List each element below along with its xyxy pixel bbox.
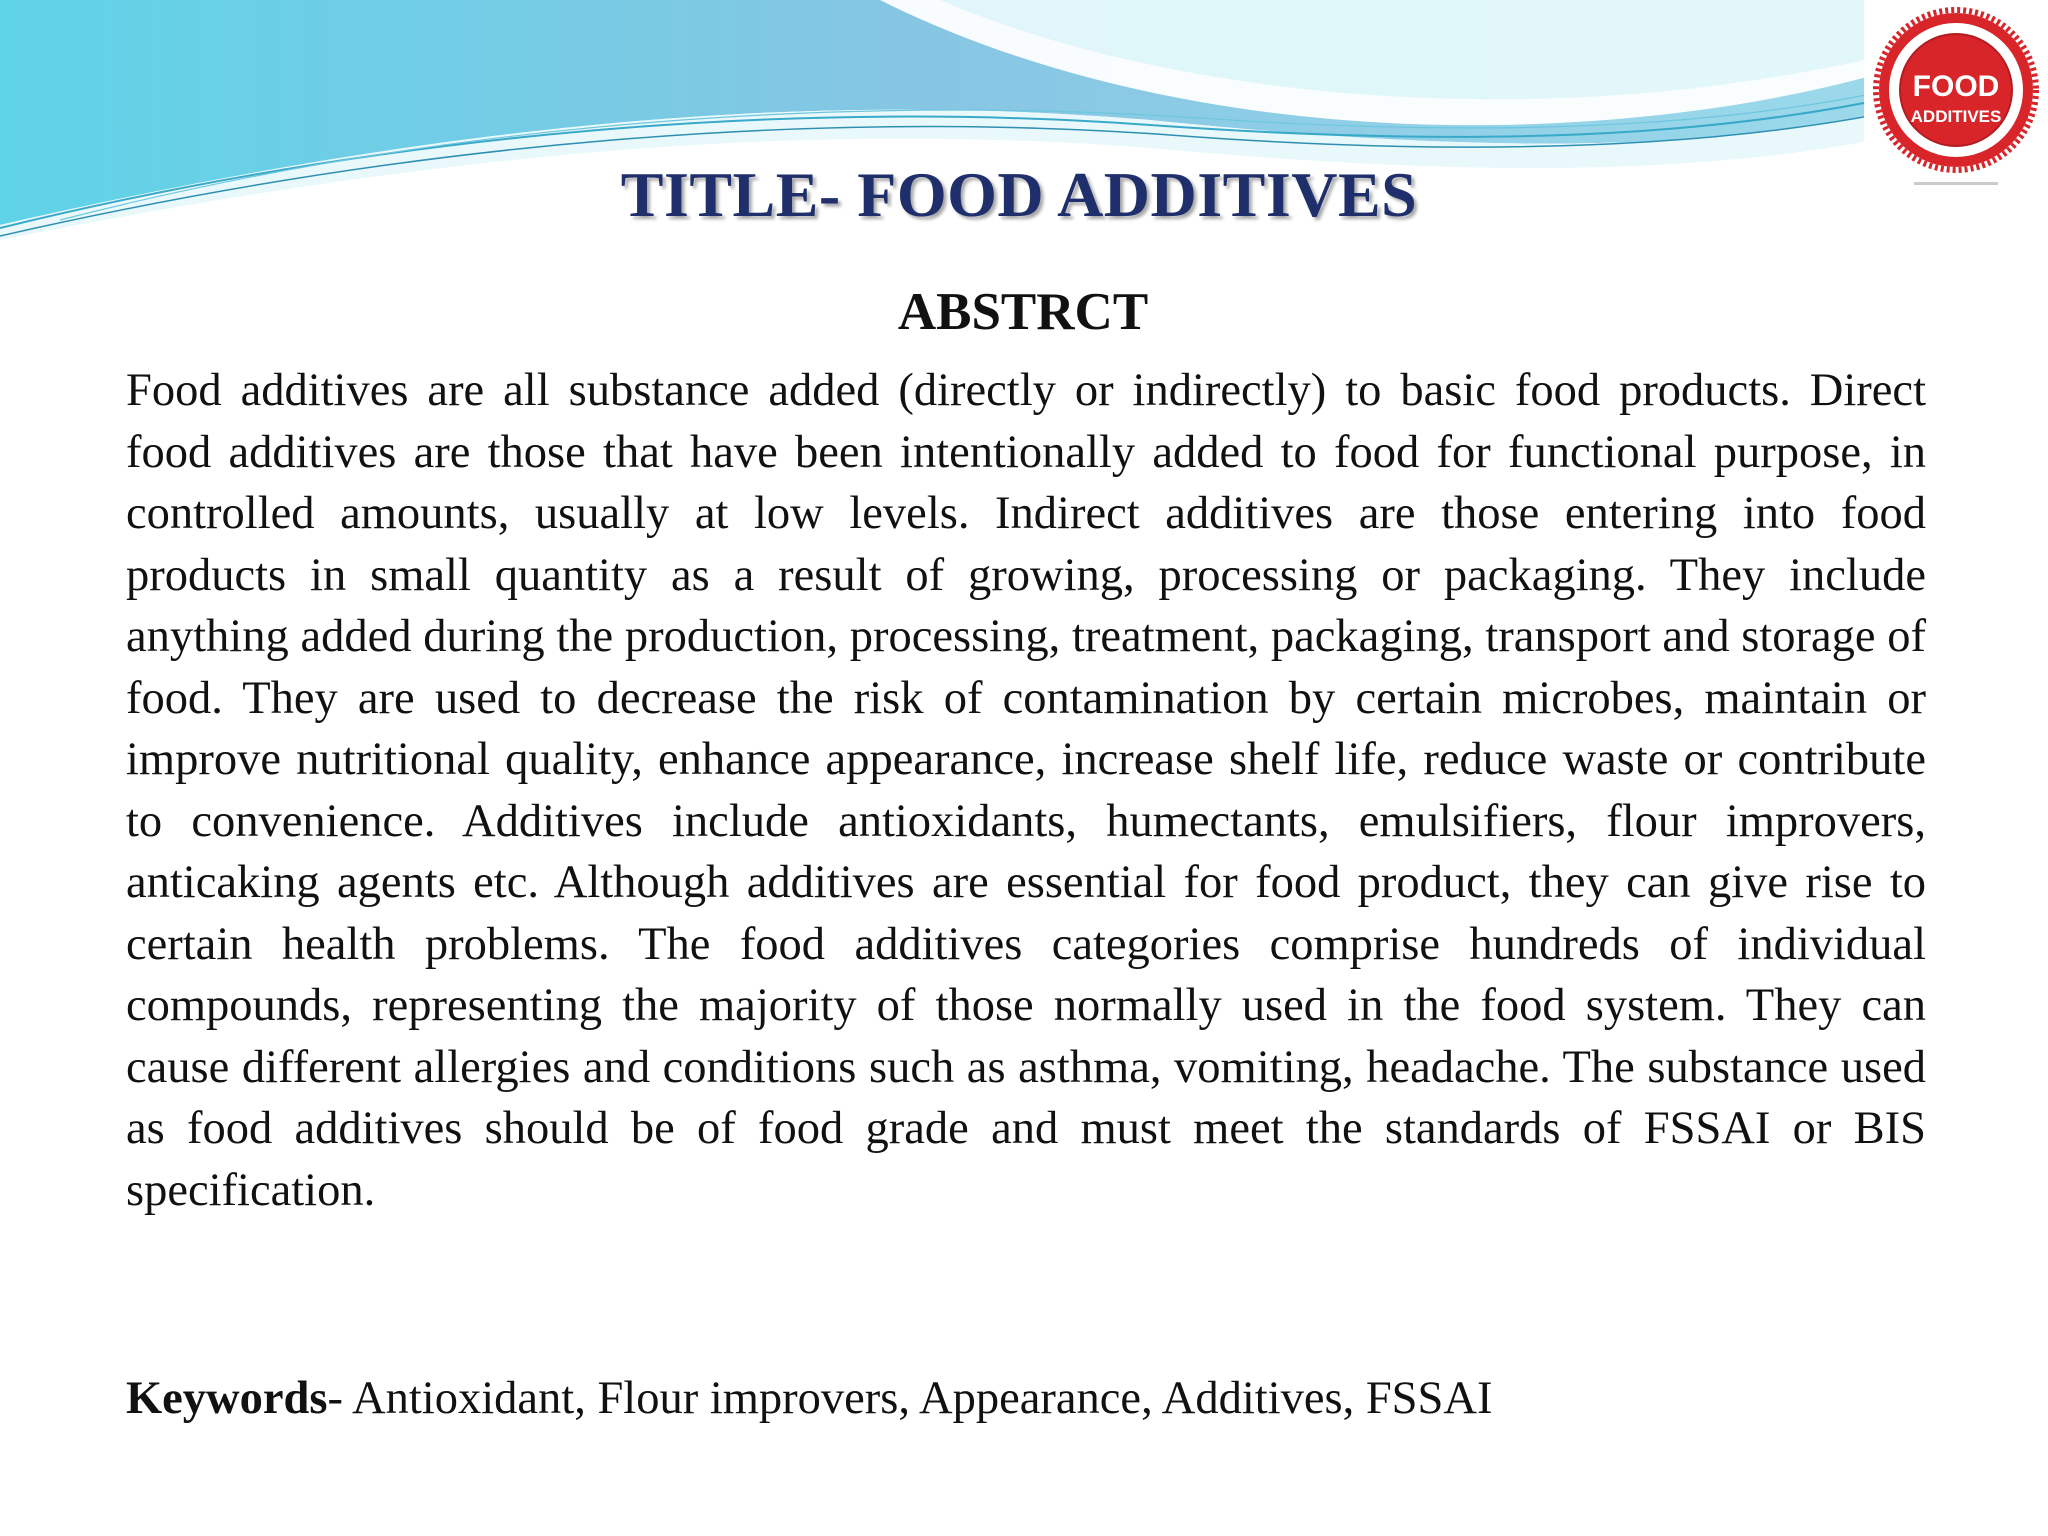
abstract-heading: ABSTRCT bbox=[897, 283, 1149, 341]
keywords-text: - Antioxidant, Flour improvers, Appearance, Additives, FSSAI bbox=[327, 1373, 1493, 1424]
abstract-body: Food additives are all substance added (directly or indirectly) to basic food products. Direct food additives are those that have been intentionally added to food for functional purpose, in controlled amounts, usually at low levels. Indirect additives are those entering into food products in small quantity as a result of growing, processing or packaging. They include anything added during the production, processing, treatment, packaging, transport and storage of food. They are used to decrease the risk of contamination by certain microbes, maintain or improve nutritional quality, enhance appearance, increase shelf life, reduce waste or contribute to convenience. Additives include antioxidants, humectants, emulsifiers, flour improvers, anticaking agents etc. Although additives are essential for food product, they can give rise to certain health problems. The food additives categories comprise hundreds of individual compounds, representing the majority of those normally used in the food system. They can cause different allergies and conditions such as asthma, vomiting, headache. The substance used as food additives should be of food grade and must meet the standards of FSSAI or BIS specification. bbox=[126, 365, 1926, 1216]
keywords-label: Keywords bbox=[126, 1373, 328, 1424]
keywords-line bbox=[126, 1368, 1926, 1430]
seal-text-line1: FOOD bbox=[1912, 70, 2000, 103]
page-title: TITLE- FOOD ADDITIVES bbox=[620, 159, 1418, 230]
seal-text-line2: ADDITIVES bbox=[1910, 107, 2002, 126]
